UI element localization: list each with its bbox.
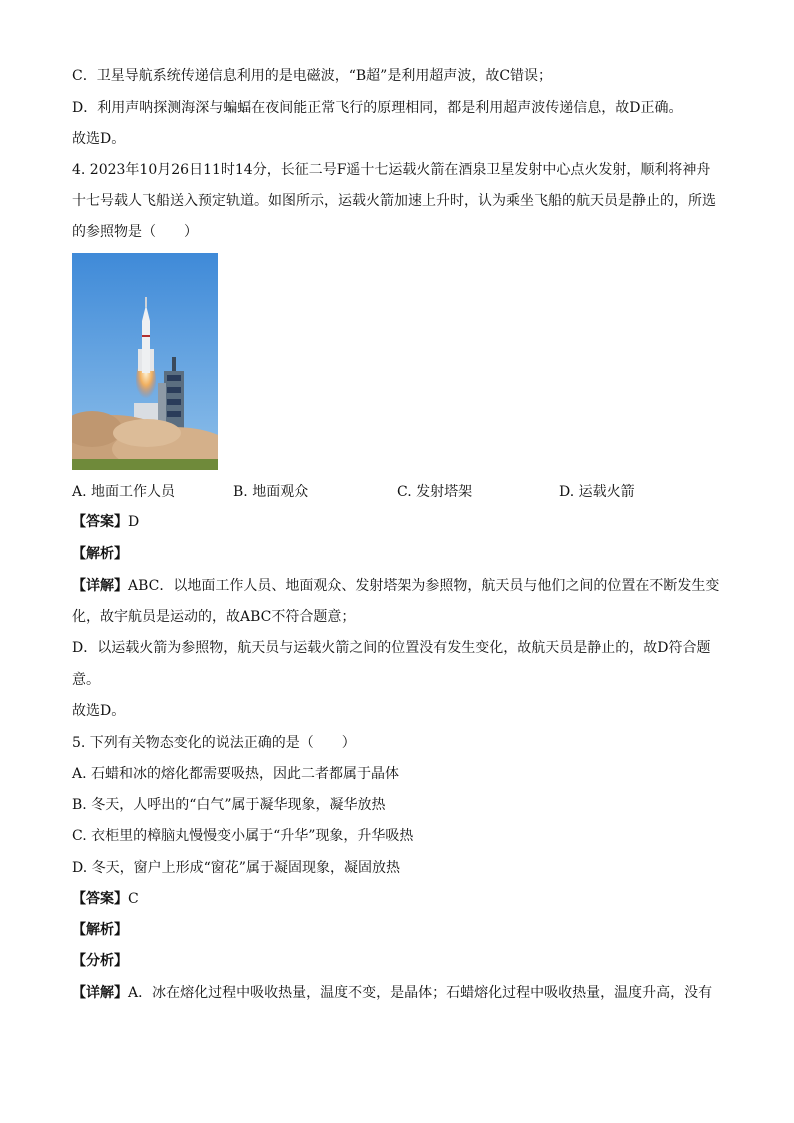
- answer-tag: 【答案】: [72, 514, 128, 530]
- detail-line: D．以运载火箭为参照物，航天员与运载火箭之间的位置没有发生变化，故航天员是静止的，故D符合题: [72, 640, 711, 656]
- analysis-sub-tag: 【分析】: [72, 953, 128, 969]
- answer-line: [72, 889, 139, 909]
- option-c: C. 衣柜里的樟脑丸慢慢变小属于“升华”现象，升华吸热: [72, 828, 414, 844]
- option-b: B. 地面观众: [233, 484, 309, 500]
- question-5-stem: 5. 下列有关物态变化的说法正确的是（ ）: [72, 735, 356, 751]
- detail-line: 故选D。: [72, 703, 126, 719]
- option-a: A. 地面工作人员: [72, 484, 176, 500]
- question-4-stem: 十七号载人飞船送入预定轨道。如图所示，运载火箭加速上升时，认为乘坐飞船的航天员是静止的，所选: [72, 193, 716, 209]
- option-d: D. 冬天，窗户上形成“窗花”属于凝固现象，凝固放热: [72, 860, 400, 876]
- text-line: D．利用声呐探测海深与蝙蝠在夜间能正常飞行的原理相同，都是利用超声波传递信息，故D正确。: [72, 100, 683, 116]
- rocket-launch-photo: [72, 253, 218, 470]
- analysis-tag: 【解析】: [72, 922, 128, 938]
- option-a: A. 石蜡和冰的熔化都需要吸热，因此二者都属于晶体: [72, 766, 400, 782]
- option-c: C. 发射塔架: [397, 484, 473, 500]
- detail-line: 意。: [72, 672, 100, 688]
- answer-line: [72, 512, 139, 532]
- option-d: D. 运载火箭: [559, 484, 635, 500]
- answer-value: D: [128, 514, 140, 530]
- text-line: C．卫星导航系统传递信息利用的是电磁波，“B超”是利用超声波，故C错误；: [72, 68, 553, 84]
- text-line: 故选D。: [72, 131, 126, 147]
- analysis-tag: 【解析】: [72, 546, 128, 562]
- detail-line: 化，故宇航员是运动的，故ABC不符合题意；: [72, 609, 356, 625]
- answer-tag: 【答案】: [72, 891, 128, 907]
- detail-tag: 【详解】: [72, 578, 128, 594]
- detail-text: A．冰在熔化过程中吸收热量，温度不变，是晶体；石蜡熔化过程中吸收热量，温度升高，没有: [128, 985, 713, 1001]
- detail-text: ABC．以地面工作人员、地面观众、发射塔架为参照物，航天员与他们之间的位置在不断发生变: [128, 578, 720, 594]
- question-4-stem: 的参照物是（ ）: [72, 224, 198, 240]
- detail-line: [72, 983, 712, 1003]
- detail-line: [72, 576, 719, 596]
- answer-value: C: [128, 891, 139, 907]
- question-4-stem: 4. 2023年10月26日11时14分，长征二号F遥十七运载火箭在酒泉卫星发射中心点火发射，顺利将神舟: [72, 162, 711, 178]
- detail-tag: 【详解】: [72, 985, 128, 1001]
- option-b: B. 冬天，人呼出的“白气”属于凝华现象，凝华放热: [72, 797, 386, 813]
